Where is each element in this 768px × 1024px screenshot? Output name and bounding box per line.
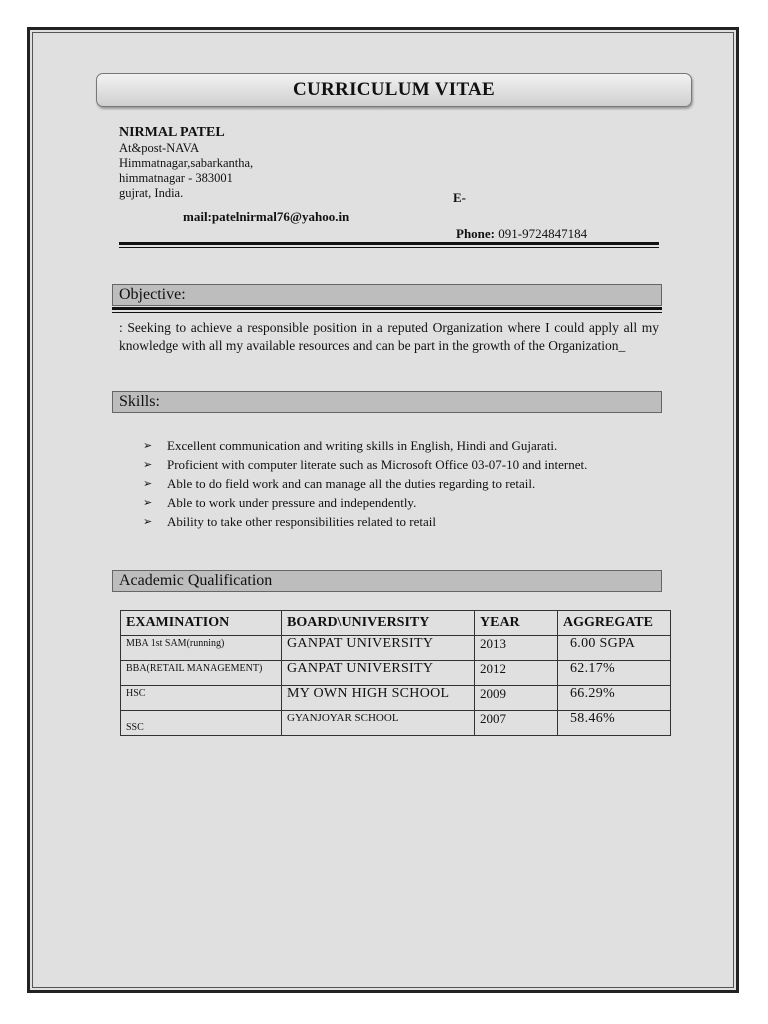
exam-cell: BBA(RETAIL MANAGEMENT) xyxy=(121,661,282,686)
table-row xyxy=(121,636,671,661)
column-header: AGGREGATE xyxy=(558,611,671,636)
phone xyxy=(456,226,587,242)
page-inner-border xyxy=(32,32,734,988)
arrow-bullet-icon: ➢ xyxy=(143,496,153,509)
phone-number: 091-9724847184 xyxy=(498,226,588,241)
list-item xyxy=(143,512,587,531)
skill-text: Ability to take other responsibilities related to retail xyxy=(167,514,436,529)
exam-cell: SSC xyxy=(121,711,282,736)
year-cell: 2012 xyxy=(475,661,558,686)
objective-heading: Objective: xyxy=(112,284,662,306)
address-line: At&post-NAVA xyxy=(119,141,200,155)
skill-text: Proficient with computer literate such as Microsoft Office 03-07-10 and internet. xyxy=(167,457,588,472)
aggregate-cell: 58.46% xyxy=(558,711,671,736)
year-cell: 2013 xyxy=(475,636,558,661)
list-item xyxy=(143,436,587,455)
board-cell: MY OWN HIGH SCHOOL xyxy=(282,686,475,711)
address-line: Himmatnagar,sabarkantha, xyxy=(119,156,254,170)
year-cell: 2009 xyxy=(475,686,558,711)
board-cell: GYANJOYAR SCHOOL xyxy=(282,711,475,736)
table-row xyxy=(121,661,671,686)
aggregate-cell: 6.00 SGPA xyxy=(558,636,671,661)
address-line: gujrat, India. xyxy=(119,186,184,200)
objective-divider xyxy=(112,307,662,310)
list-item xyxy=(143,493,587,512)
skills-list xyxy=(143,436,587,531)
list-item xyxy=(143,455,587,474)
year-cell: 2007 xyxy=(475,711,558,736)
exam-cell: HSC xyxy=(121,686,282,711)
column-header: EXAMINATION xyxy=(121,611,282,636)
aggregate-cell: 66.29% xyxy=(558,686,671,711)
arrow-bullet-icon: ➢ xyxy=(143,515,153,528)
table-header-row xyxy=(121,611,671,636)
list-item xyxy=(143,474,587,493)
skill-text: Excellent communication and writing skills in English, Hindi and Gujarati. xyxy=(167,438,558,453)
arrow-bullet-icon: ➢ xyxy=(143,458,153,471)
contact-block xyxy=(119,124,253,201)
table-row xyxy=(121,711,671,736)
document-title: CURRICULUM VITAE xyxy=(96,73,692,107)
header-divider xyxy=(119,242,659,245)
column-header: YEAR xyxy=(475,611,558,636)
table-row xyxy=(121,686,671,711)
phone-label: Phone: xyxy=(456,226,495,241)
skills-heading: Skills: xyxy=(112,391,662,413)
academic-heading: Academic Qualification xyxy=(112,570,662,592)
resume-page xyxy=(27,27,739,993)
skill-text: Able to work under pressure and independently. xyxy=(167,495,417,510)
applicant-name: NIRMAL PATEL xyxy=(119,125,225,140)
arrow-bullet-icon: ➢ xyxy=(143,439,153,452)
board-cell: GANPAT UNIVERSITY xyxy=(282,661,475,686)
skill-text: Able to do field work and can manage all the duties regarding to retail. xyxy=(167,476,536,491)
academic-table xyxy=(120,610,671,736)
email-address: mail:patelnirmal76@yahoo.in xyxy=(183,209,350,224)
exam-cell: MBA 1st SAM(running) xyxy=(121,636,282,661)
arrow-bullet-icon: ➢ xyxy=(143,477,153,490)
header-divider-thin xyxy=(119,247,659,248)
board-cell: GANPAT UNIVERSITY xyxy=(282,636,475,661)
objective-divider-thin xyxy=(112,312,662,313)
objective-text: : Seeking to achieve a responsible position in a reputed Organization where I could apply all my knowledge with all my available resources and can be part in the growth of the Organization_ xyxy=(119,320,659,353)
aggregate-cell: 62.17% xyxy=(558,661,671,686)
address-line: himmatnagar - 383001 xyxy=(119,171,233,185)
column-header: BOARD\UNIVERSITY xyxy=(282,611,475,636)
email-label: E- xyxy=(453,190,466,205)
